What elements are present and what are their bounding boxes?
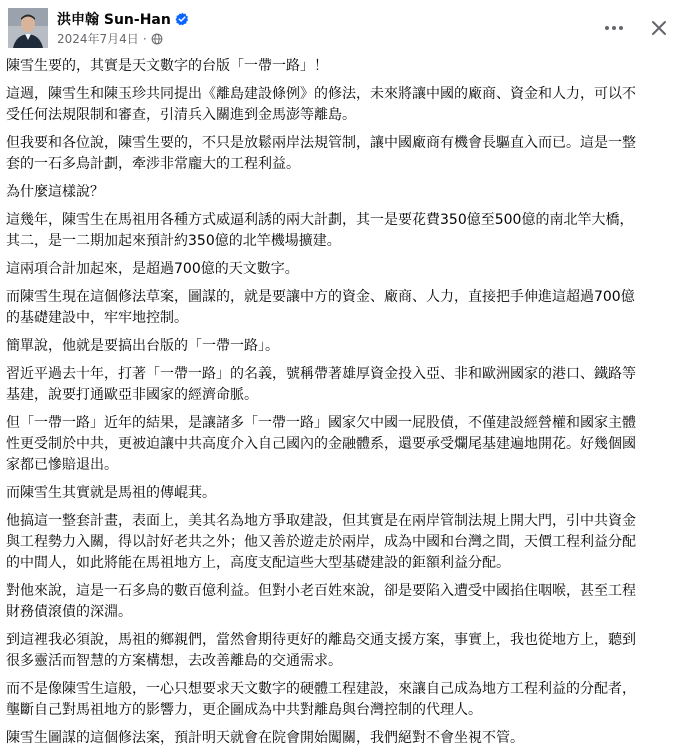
- post-paragraph: 而不是像陳雪生這般，一心只想要求天文數字的硬體工程建設，來讓自己成為地方工程利益的分配者， 壟斷自己對馬祖地方的影響力，更企圖成為中共對離島與台灣控制的代理人。: [6, 681, 636, 718]
- avatar[interactable]: [8, 8, 48, 48]
- post-body: [6, 56, 675, 756]
- post-header: [0, 0, 675, 56]
- verified-badge-icon: [175, 12, 189, 26]
- post-meta: [57, 30, 163, 47]
- post-paragraph: 對他來說，這是一石多鳥的數百億利益。但對小老百姓來說，卻是要陷入遭受中國掐住咽喉，甚至工程 財務債滾債的深淵。: [6, 583, 636, 620]
- post-date[interactable]: 2024年7月4日: [57, 32, 139, 46]
- post-paragraph: 習近平過去十年，打著「一帶一路」的名義，號稱帶著雄厚資金投入亞、非和歐洲國家的港口、鐵路等 基建，說要打通歐亞非國家的經濟命脈。: [6, 366, 636, 403]
- globe-icon: [151, 33, 163, 45]
- more-options-icon[interactable]: [602, 16, 626, 40]
- author-name[interactable]: [57, 9, 189, 29]
- post-paragraph: 而陳雪生現在這個修法草案，圖謀的，就是要讓中方的資金、廠商、人力，直接把手伸進這超過700億 的基礎建設中，牢牢地控制。: [6, 289, 635, 326]
- post-paragraph: 陳雪生圖謀的這個修法案，預計明天就會在院會開始闖關，我們絕對不會坐視不管。: [6, 730, 524, 746]
- post-paragraph: 這週，陳雪生和陳玉珍共同提出《離島建設條例》的修法，未來將讓中國的廠商、資金和人力，可以不 受任何法規限制和審查，引清兵入關進到金馬澎等離島。: [6, 86, 636, 123]
- post-paragraph: 但我要和各位說，陳雪生要的，不只是放鬆兩岸法規管制，讓中國廠商有機會長驅直入而已。這是一整 套的一石多鳥計劃，牽涉非常龐大的工程利益。: [6, 135, 636, 172]
- post-paragraph: 這兩項合計加起來，是超過700億的天文數字。: [6, 261, 299, 277]
- meta-separator: ·: [142, 31, 147, 46]
- post-paragraph: 簡單說，他就是要搞出台版的「一帶一路」。: [6, 338, 279, 354]
- post-paragraph: 陳雪生要的，其實是天文數字的台版「一帶一路」！: [6, 58, 328, 74]
- avatar-image: [8, 8, 48, 48]
- post-paragraph: 到這裡我必須說，馬祖的鄉親們，當然會期待更好的離島交通支援方案，事實上，我也從地方上，聽到 很多靈活而智慧的方案構想，去改善離島的交通需求。: [6, 632, 636, 669]
- post-paragraph: 他搞這一整套計畫，表面上，美其名為地方爭取建設，但其實是在兩岸管制法規上開大門，引中共資金 與工程勢力入關，得以討好老共之外；他又善於遊走於兩岸，成為中國和台灣之間，天價工程利益分配 的中間人，如此將能在馬祖地方上，高度支配這些大型基礎建設的鉅額利益分配。: [6, 513, 636, 571]
- close-icon[interactable]: [647, 16, 671, 40]
- post-paragraph: 而陳雪生其實就是馬祖的傳崐萁。: [6, 485, 216, 501]
- author-name-text[interactable]: 洪申翰 Sun-Han: [57, 12, 171, 28]
- post-paragraph: 但「一帶一路」近年的結果，是讓諸多「一帶一路」國家欠中國一屁股債，不僅建設經營權和國家主體 性更受制於中共，更被迫讓中共高度介入自己國內的金融體系，還要承受爛尾基建遍地開花。好幾個國 家都已慘賠退出。: [6, 415, 636, 473]
- post-paragraph: 這幾年，陳雪生在馬祖用各種方式威逼利誘的兩大計劃，其一是要花費350億至500億的南北竿大橋， 其二，是一二期加起來預計約350億的北竿機場擴建。: [6, 212, 634, 249]
- post-paragraph: 為什麼這樣說？: [6, 184, 104, 200]
